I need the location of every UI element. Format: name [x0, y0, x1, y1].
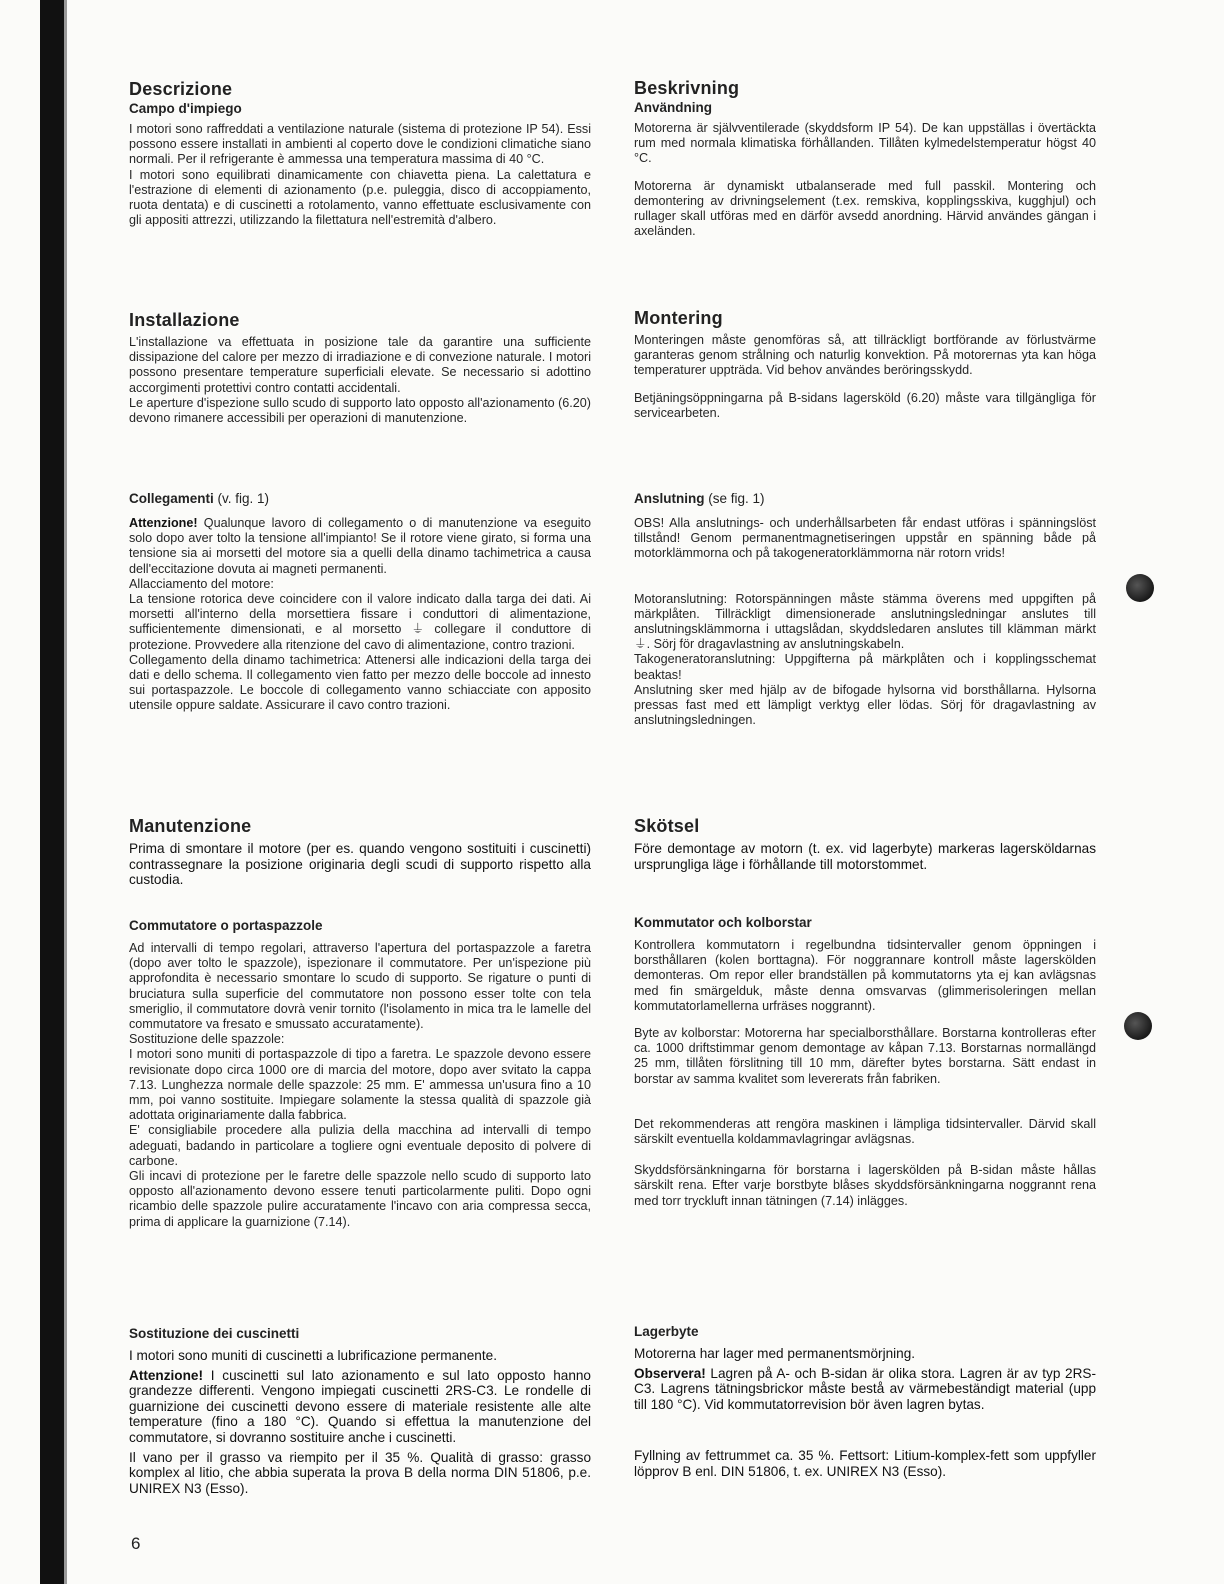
cuscinetti-p3: Il vano per il grasso va riempito per il 35 %. Qualità di grasso: grasso komplex al litio, che abbia superata la prova B della norma DIN 51806, p.e. UNIREX N3 (Esso).: [129, 1449, 591, 1496]
binding-edge: [64, 0, 67, 1584]
section-manutenzione: [129, 815, 591, 888]
lagerbyte-p1: Motorerna har lager med permanentsmörjning.: [634, 1346, 916, 1361]
section-montering: [634, 307, 1096, 421]
installazione-p2: Le aperture d'ispezione sullo scudo di supporto lato opposto all'azionamento (6.20) devono rimanere accessibili per operazioni di manutenzione.: [129, 395, 591, 426]
collegamenti-title: [129, 490, 591, 508]
page-number: 6: [131, 1534, 141, 1553]
skotsel-title: Skötsel: [634, 816, 700, 836]
collegamenti-attention: [129, 516, 591, 577]
montering-title: Montering: [634, 308, 723, 328]
section-descrizione: [129, 78, 591, 228]
section-kommutator: [634, 914, 1096, 1209]
cuscinetti-p1: I motori sono muniti di cuscinetti a lubrificazione permanente.: [129, 1348, 497, 1363]
commutatore-title: Commutatore o portaspazzole: [129, 918, 323, 933]
collegamenti-title-text: Collegamenti: [129, 491, 214, 506]
cuscinetti-attention: [129, 1368, 591, 1446]
collegamenti-p4: Collegamento della dinamo tachimetrica: Attenersi alle indicazioni della targa dei dati e dello schema. Il collegamento vien fatto per mezzo delle boccole ad innesto sui portaspazzole. Le boccole di collegamento vanno schiacciate con apposito utensile oppure saldate. Assicurare il cavo contro trazioni.: [129, 652, 591, 713]
beskrivning-title: Beskrivning: [634, 78, 740, 98]
punch-hole-upper: [1126, 574, 1154, 602]
lagerbyte-p3: Fyllning av fettrummet ca. 35 %. Fettsort: Litium-komplex-fett som uppfyller löpprov B enl. DIN 51806, t. ex. UNIREX N3 (Esso).: [634, 1448, 1096, 1479]
kommutator-p2: Byte av kolborstar: Motorerna har specialborsthållare. Borstarna kontrolleras efter ca. 1000 driftstimmar genom demontage av kåpan 7.13. Borstarnas normallängd 25 mm, tillåten förslitning till 10 mm, därefter bytes borstarna. Sätt endast in borstar av samma kvalitet som levererats från fabriken.: [634, 1026, 1096, 1086]
anslutning-p3: Takogeneratoranslutning: Uppgifterna på märkplåten och i kopplingsschemat beaktas!: [634, 652, 1096, 682]
commutatore-p4: E' consigliabile procedere alla pulizia della macchina ad intervalli di tempo adeguati, badando in particolare a togliere ogni eventuale deposito di polvere di carbone.: [129, 1123, 591, 1168]
collegamenti-p2: Allacciamento del motore:: [129, 576, 274, 591]
montering-p1: Monteringen måste genomföras så, att tillräckligt bortförande av förlustvärme garanteras genom strålning och naturlig konvektion. På motorernas yta kan höga temperaturer uppträda. Vid behov användes beröringsskydd.: [634, 333, 1096, 378]
commutatore-p3: I motori sono muniti di portaspazzole di tipo a faretra. Le spazzole devono essere revisionate dopo circa 1000 ore di marcia del motore, dopo aver svitato la cappa 7.13. Lunghezza normale delle spazzole: 25 mm. E' ammessa un'usura fino a 10 mm, poi vanno sostituite. Impiegare solamente la stessa qualità di spazzole già adottata originariamente dalla fabbrica.: [129, 1047, 591, 1123]
lagerbyte-attention-label: Observera!: [634, 1365, 706, 1381]
beskrivning-subtitle: Användning: [634, 100, 712, 115]
punch-hole-lower: [1124, 1012, 1152, 1040]
section-beskrivning: [634, 77, 1096, 239]
descrizione-subtitle: Campo d'impiego: [129, 101, 242, 116]
section-collegamenti: [129, 490, 591, 714]
skotsel-intro: Före demontage av motorn (t. ex. vid lagerbyte) markeras lagersköldarnas ursprungliga läge i förhållande till motorstommet.: [634, 841, 1096, 872]
anslutning-title-text: Anslutning: [634, 491, 705, 506]
collegamenti-ref: (v. fig. 1): [217, 491, 270, 506]
kommutator-p4: Skyddsförsänkningarna för borstarna i lagerskölden på B-sidan måste hållas särskilt rena. Efter varje borstbyte blåses skyddsförsänkningarna noggrannt rena med torr tryckluft innan tätningen (7.14) inlägges.: [634, 1163, 1096, 1208]
installazione-p1: L'installazione va effettuata in posizione tale da garantire una sufficiente dissipazione del calore per mezzo di irradiazione e di convezione naturale. I motori possono presentare temperature superficiali elevate. Se necessario si adottino accorgimenti protettivi contro contatti accidentali.: [129, 335, 591, 395]
kommutator-title: Kommutator och kolborstar: [634, 915, 812, 930]
section-commutatore: [129, 917, 591, 1230]
manutenzione-intro: Prima di smontare il motore (per es. quando vengono sostituiti i cuscinetti) contrassegnare la posizione originaria degli scudi di supporto rispetto alla custodia.: [129, 841, 591, 888]
cuscinetti-attention-label: Attenzione!: [129, 1367, 204, 1383]
commutatore-p5: Gli incavi di protezione per le faretre delle spazzole nello scudo di supporto lato opposto all'azionamento devono essere tenuti particolarmente puliti. Dopo ogni ricambio delle spazzole pulire accuratamente l'incavo con aria compressa secca, prima di applicare la guarnizione (7.14).: [129, 1169, 591, 1229]
anslutning-title: [634, 490, 1096, 508]
montering-p2: Betjäningsöppningarna på B-sidans lagersköld (6.20) måste vara tillgängliga för servicearbeten.: [634, 390, 1096, 420]
manutenzione-title: Manutenzione: [129, 816, 252, 836]
cuscinetti-title: Sostituzione dei cuscinetti: [129, 1326, 300, 1341]
section-skotsel: [634, 815, 1096, 872]
cuscinetti-attention-text: I cuscinetti sul lato azionamento e sul lato opposto hanno grandezze differenti. Vengono impiegati cuscinetti 2RS-C3. Le rondelle di guarnizione dei cuscinetti devono essere di materiale resistente alle alte temperature (fino a 180 °C). Quando si effettua la manutenzione del commutatore, si dovranno sostituire anche i cuscinetti.: [129, 1367, 591, 1445]
collegamenti-attention-text: Qualunque lavoro di collegamento o di manutenzione va eseguito solo dopo aver tolto la tensione all'impianto! Se il rotore viene girato, si forma una tensione sia ai morsetti del motore sia a quelli della dinamo tachimetrica a causa dell'eccitazione dovuta ai magneti permanenti.: [129, 516, 591, 576]
installazione-title: Installazione: [129, 310, 240, 330]
descrizione-p1: I motori sono raffreddati a ventilazione naturale (sistema di protezione IP 54). Essi possono essere installati in ambienti al coperto dove le condizioni climatiche siano normali. Per il refrigerante è ammessa una temperatura massima di 40 °C.: [129, 122, 591, 167]
anslutning-p2: Motoranslutning: Rotorspänningen måste stämma överens med uppgiften på märkplåten. Tillräckligt dimensionerade anslutningsledningar anslutes till anslutningsklämmorna i uttagslådan, skyddsledaren anslutes till klämman märkt ⏚. Sörj för dragavlastning av anslutningskabeln.: [634, 591, 1096, 652]
commutatore-p2: Sostituzione delle spazzole:: [129, 1032, 285, 1047]
lagerbyte-attention-text: Lagren på A- och B-sidan är olika stora. Lagren är av typ 2RS-C3. Lagrens tätningsbrickor måste bestå av värmebeständigt material (upp till 180 °C). Vid kommutatorrevision bör även lagren bytas.: [634, 1365, 1097, 1412]
anslutning-p4: Anslutning sker med hjälp av de bifogade hylsorna vid borsthållarna. Hylsorna pressas fast med ett lämpligt verktyg eller lödas. Sörj för dragavlastning av anslutningsledningen.: [634, 682, 1096, 728]
anslutning-p1: OBS! Alla anslutnings- och underhållsarbeten får endast utföras i spänningslöst tillstånd! Genom permanentmagnetiseringen uppstår en spänning både på motorklämmorna och på takogeneratorklämmorna när rotorn vrids!: [634, 516, 1096, 561]
beskrivning-p2: Motorerna är dynamiskt utbalanserade med full passkil. Montering och demontering av drivningselement (t.ex. remskiva, kopplingsskiva, kugghjul) och rullager skall utföras med en därför avsedd anordning. Härvid användes gängan i axeländen.: [634, 178, 1096, 239]
anslutning-ref: (se fig. 1): [708, 491, 765, 506]
descrizione-title: Descrizione: [129, 79, 233, 99]
section-installazione: [129, 309, 591, 426]
section-lagerbyte: [634, 1323, 1096, 1480]
kommutator-p1: Kontrollera kommutatorn i regelbundna tidsintervaller genom öppningen i borsthållaren (kolen borttagna). För noggrannare kontroll måste lagerskölden demonteras. Om repor eller brandställen på kommutatorns yta ej kan avlägsnas med fin smärgelduk, måste denna omsvarvas (glimmerisoleringen mellan kommutatorlamellerna urfräses noggrannt).: [634, 938, 1096, 1013]
descrizione-p2: I motori sono equilibrati dinamicamente con chiavetta piena. La calettatura e l'estrazione di elementi di azionamento (p.e. puleggia, disco di accoppiamento, ruota dentata) e di cuscinetti a rotolamento, vanno effettuate esclusivamente con gli appositi attrezzi, utilizzando la filettatura nell'estremità d'albero.: [129, 167, 591, 228]
section-anslutning: [634, 490, 1096, 728]
binding-strip: [40, 0, 64, 1584]
beskrivning-p1: Motorerna är självventilerade (skyddsform IP 54). De kan uppställas i övertäckta rum med normala klimatiska förhållanden. Tillåten kylmedelstemperatur högst 40 °C.: [634, 121, 1096, 166]
lagerbyte-title: Lagerbyte: [634, 1324, 699, 1339]
collegamenti-attention-label: Attenzione!: [129, 516, 198, 530]
commutatore-p1: Ad intervalli di tempo regolari, attraverso l'apertura del portaspazzole a faretra (dopo aver tolto le spazzole), ispezionare il commutatore. Per un'ispezione più approfondita è necessario smontare lo scudo di supporto. Se rigature o punti di bruciatura sulla superficie del commutatore non possono esser tolte con tela smeriglio, il commutatore dovrà venir tornito (l'isolamento in mica tra le lamelle del commutatore va fresato e smussato accuratamente).: [129, 941, 591, 1032]
section-cuscinetti: [129, 1325, 591, 1496]
lagerbyte-attention: [634, 1366, 1096, 1413]
collegamenti-p3: La tensione rotorica deve coincidere con il valore indicato dalla targa dei dati. Ai morsetti all'interno della morsettiera fissare i conduttori di alimentazione, sufficientemente dimensionati, e al morsetto ⏚ collegare il conduttore di protezione. Provvedere alla ritenzione del cavo di alimentazione, contro trazioni.: [129, 592, 591, 652]
kommutator-p3: Det rekommenderas att rengöra maskinen i lämpliga tidsintervaller. Därvid skall särskilt eventuella koldammavlagringar avlägsnas.: [634, 1116, 1096, 1147]
